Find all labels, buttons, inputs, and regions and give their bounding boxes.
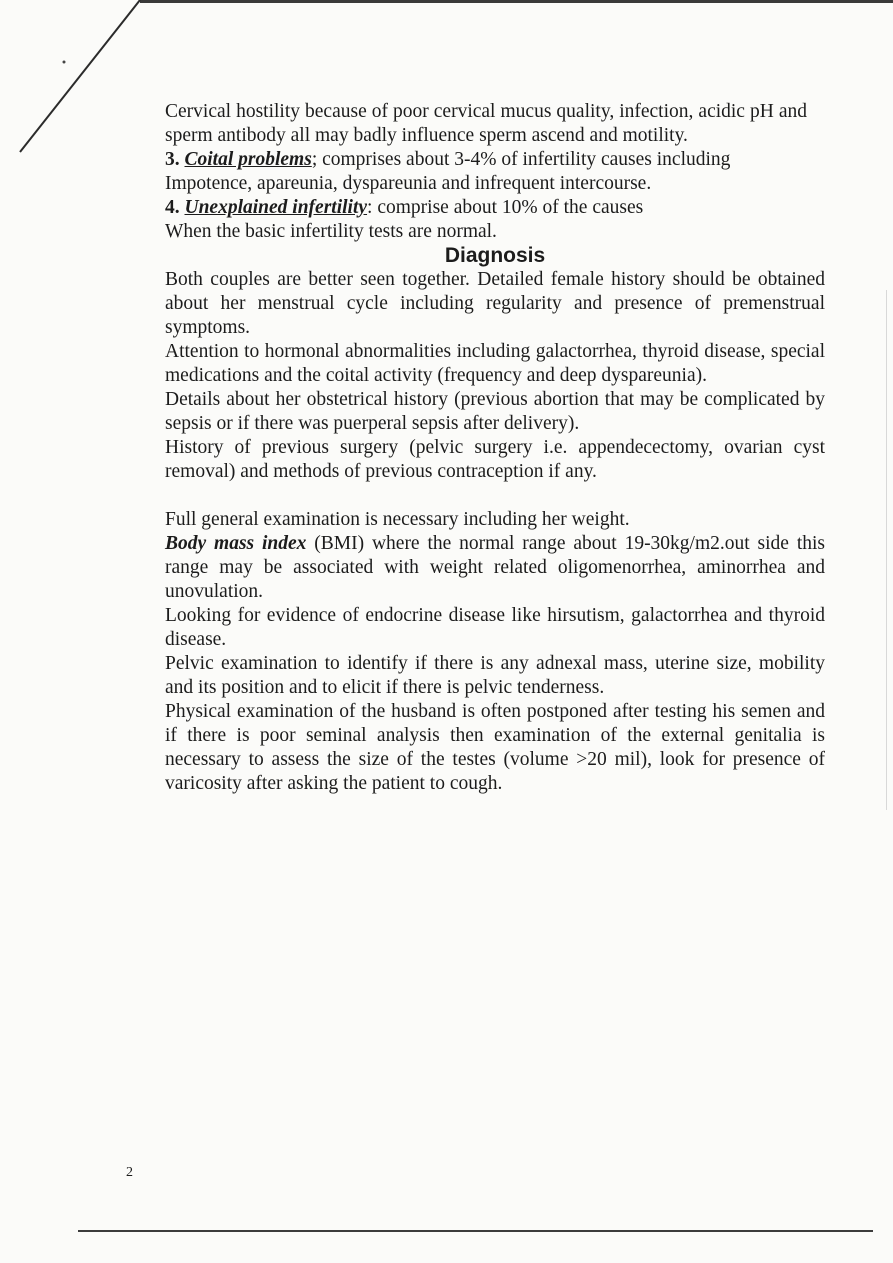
scan-corner-mark [0,0,150,160]
diagnosis-paragraph: Both couples are better seen together. Detailed female history should be obtained about her menstrual cycle including regularity and presence of premenstrual symptoms. [165,269,825,338]
item-detail: Impotence, apareunia, dyspareunia and infrequent intercourse. [165,173,652,194]
item-text: ; comprises about 3-4% of infertility causes including [311,149,731,170]
list-item-unexplained-infertility [165,196,825,220]
item-number: 4. [165,197,180,218]
diagnosis-paragraph: Physical examination of the husband is often postponed after testing his semen and if there is poor seminal analysis then examination of the external genitalia is necessary to assess the size of the testes (volume >20 mil), look for presence of varicosity after asking the patient to cough. [165,701,825,794]
list-item-coital-problems [165,148,825,172]
diagnosis-paragraph: Attention to hormonal abnormalities including galactorrhea, thyroid disease, special medications and the coital activity (frequency and deep dyspareunia). [165,341,825,386]
diagnosis-paragraph: History of previous surgery (pelvic surgery i.e. appendecectomy, ovarian cyst removal) and methods of previous contraception if any. [165,437,825,482]
scan-edge-top [140,0,893,3]
footer-rule [78,1230,873,1232]
intro-paragraph: Cervical hostility because of poor cervical mucus quality, infection, acidic pH and sperm antibody all may badly influence sperm ascend and motility. [165,101,807,146]
exam-paragraph: Full general examination is necessary including her weight. [165,509,630,530]
diagnosis-paragraph: Pelvic examination to identify if there is any adnexal mass, uterine size, mobility and its position and to elicit if there is pelvic tenderness. [165,653,825,698]
diagnosis-paragraph: Details about her obstetrical history (previous abortion that may be complicated by sepsis or if there was puerperal sepsis after delivery). [165,389,825,434]
section-heading-diagnosis: Diagnosis [444,244,546,267]
paragraph-spacer [165,484,825,508]
bmi-text: (BMI) where the normal range about 19-30kg/m2.out side this range may be associated with weight related oligomenorrhea, aminorrhea and unovulation. [165,533,825,602]
item-heading: Coital problems [184,149,312,170]
bmi-term: Body mass index [165,533,307,554]
bmi-paragraph [165,532,825,604]
page-number: 2 [126,1165,133,1180]
item-number: 3. [165,149,180,170]
diagnosis-paragraph: Looking for evidence of endocrine disease like hirsutism, galactorrhea and thyroid disease. [165,605,825,650]
item-detail: When the basic infertility tests are normal. [165,221,497,242]
scan-edge-right [886,290,887,810]
item-heading: Unexplained infertility [184,197,368,218]
document-page [165,100,825,796]
item-text: : comprise about 10% of the causes [367,197,644,218]
